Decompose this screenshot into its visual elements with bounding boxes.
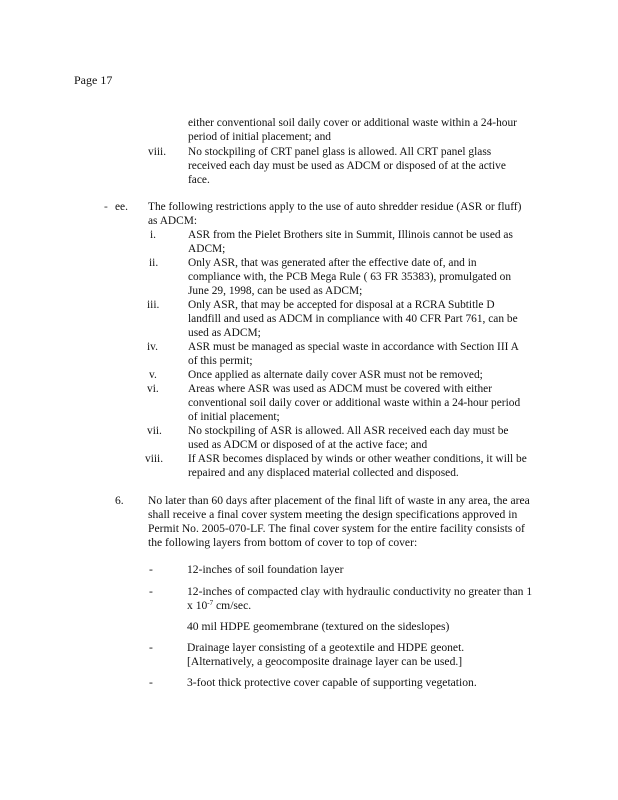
bullet-dash: -	[149, 563, 153, 576]
item-marker: v.	[149, 369, 157, 381]
item-text: ADCM;	[188, 243, 226, 255]
item-text: June 29, 1998, can be used as ADCM;	[188, 285, 363, 297]
item-marker: ii.	[149, 257, 159, 269]
item-text: used as ADCM;	[188, 327, 261, 339]
bullet-text: 3-foot thick protective cover capable of supporting vegetation.	[187, 676, 477, 689]
page-number: Page 17	[74, 73, 113, 87]
bullet-text: 12-inches of compacted clay with hydraulic conductivity no greater than 1	[187, 585, 533, 598]
continuation-line: either conventional soil daily cover or additional waste within a 24-hour	[188, 117, 517, 129]
section-text: No later than 60 days after placement of the final lift of waste in any area, the area	[148, 494, 530, 507]
item-text: received each day must be used as ADCM or disposed of at the active	[188, 160, 506, 172]
item-marker: vii.	[147, 425, 162, 437]
item-text: If ASR becomes displaced by winds or other weather conditions, it will be	[188, 453, 527, 465]
item-text: compliance with, the PCB Mega Rule ( 63 FR 35383), promulgated on	[188, 271, 512, 283]
bullet-dash: -	[149, 641, 153, 654]
bullet-text	[187, 599, 251, 612]
bullet-text: 12-inches of soil foundation layer	[187, 563, 344, 576]
item-text: landfill and used as ADCM in compliance with 40 CFR Part 761, can be	[188, 313, 518, 325]
item-text: Areas where ASR was used as ADCM must be covered with either	[188, 383, 493, 395]
section-margin-mark: -	[104, 201, 108, 213]
item-text: Only ASR, that may be accepted for disposal at a RCRA Subtitle D	[188, 299, 495, 311]
item-text: No stockpiling of ASR is allowed. All ASR received each day must be	[188, 425, 509, 437]
item-text: of initial placement;	[188, 411, 280, 423]
item-marker: vi.	[147, 383, 159, 395]
item-text: conventional soil daily cover or additional waste within a 24-hour period	[188, 397, 521, 409]
bullet-text: [Alternatively, a geocomposite drainage layer can be used.]	[187, 655, 463, 668]
continuation-line: period of initial placement; and	[188, 131, 331, 143]
section-text: the following layers from bottom of cover to top of cover:	[148, 536, 418, 549]
item-text: used as ADCM or disposed of at the active face; and	[188, 439, 428, 451]
section-text: The following restrictions apply to the use of auto shredder residue (ASR or fluff)	[148, 201, 522, 213]
item-marker: viii.	[145, 453, 164, 465]
item-text: of this permit;	[188, 355, 253, 367]
exponent: -7	[207, 599, 214, 607]
section-text: as ADCM:	[148, 215, 198, 227]
item-text: ASR must be managed as special waste in accordance with Section III A	[188, 341, 519, 353]
section-text: shall receive a final cover system meeting the design specifications approved in	[148, 508, 518, 521]
bullet-dash: -	[149, 585, 153, 598]
item-text: Only ASR, that was generated after the effective date of, and in	[188, 257, 477, 269]
section-marker: ee.	[115, 201, 128, 213]
section-marker: 6.	[115, 494, 124, 507]
item-text: face.	[188, 174, 210, 186]
bullet-text-rest: cm/sec.	[213, 599, 252, 612]
item-text: Once applied as alternate daily cover ASR must not be removed;	[188, 369, 483, 381]
bullet-dash: -	[149, 676, 153, 689]
section-text: Permit No. 2005-070-LF. The final cover system for the entire facility consists of	[148, 522, 525, 535]
item-marker: iv.	[147, 341, 158, 353]
item-marker: i.	[150, 229, 157, 241]
item-text: repaired and any displaced material collected and disposed.	[188, 467, 459, 479]
item-text: No stockpiling of CRT panel glass is allowed. All CRT panel glass	[188, 146, 492, 158]
item-text: ASR from the Pielet Brothers site in Summit, Illinois cannot be used as	[188, 229, 513, 241]
item-marker: iii.	[147, 299, 160, 311]
bullet-text: 40 mil HDPE geomembrane (textured on the sideslopes)	[187, 620, 450, 633]
item-marker: viii.	[148, 146, 167, 158]
bullet-text: Drainage layer consisting of a geotextile and HDPE geonet.	[187, 641, 465, 654]
bullet-text-base: x 10	[187, 599, 208, 612]
